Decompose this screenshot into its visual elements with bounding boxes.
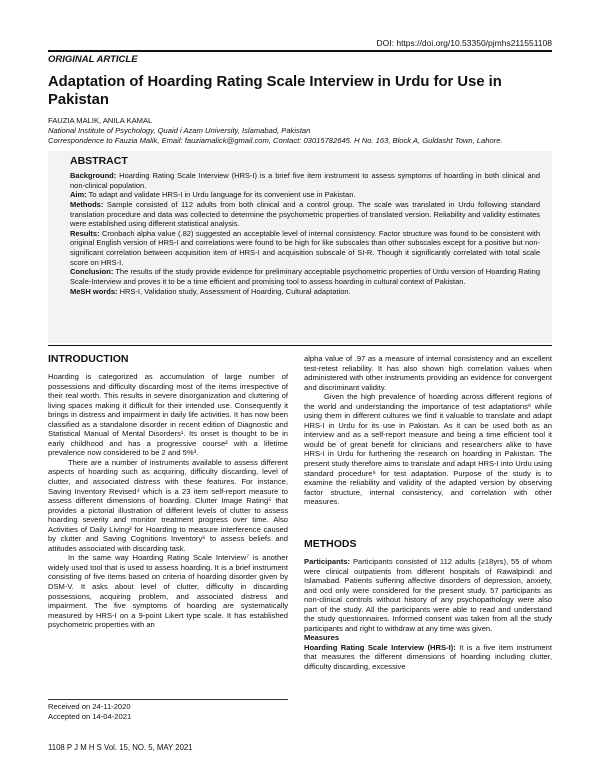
abstract-mesh: MeSH words: HRS-I, Validation study, Assessment of Hoarding, Cultural adaptation. [70,286,351,296]
left-column [48,372,288,630]
right-column-top [304,354,552,507]
intro-paragraph-3: In the same way Hoarding Rating Scale Interview⁷ is another widely used tool that is used to assess hoarding. It is a brief instrument consisting of five items based on criteria of hoarding disorder given by DSM-V. It asks about level of clutter, difficulty in discarding possessions, acquiring problem, and associated distress and impairment. The five symptoms of hoarding are systematically measured by HRS-I on a 9-point Likert type scale. It has established psychometric properties with an [48,553,288,630]
abstract-conclusion: Conclusion: The results of the study provide evidence for preliminary acceptable psychometric properties of Urdu version of Hoarding Rating Scale-Interview and proves it to be a time efficient and promising tool to assess hoarding in cultural context of Pakistan. [70,267,540,286]
authors: FAUZIA MALIK, ANILA KAMAL [48,116,153,125]
article-title: Adaptation of Hoarding Rating Scale Interview in Urdu for Use in Pakistan [48,74,502,108]
correspondence: Correspondence to Fauzia Malik, Email: fauziamalick@gmail.com, Contact: 03015782645. H No. 163, Block A, Guldasht Town, Lahore. [48,136,503,145]
abstract-methods: Methods: Sample consisted of 112 adults from both clinical and a control group. The scale was translated in Urdu following standard translation procedure and data was collected to determine the psychometric properties of translated version. Reliability and validity estimates were established using different statistical analysis. [70,199,540,229]
hrsi-paragraph: Hoarding Rating Scale Interview (HRS-I): It is a five item instrument that measures the different dimensions of hoarding including clutter, difficulty discarding, excessive [304,642,552,672]
abstract-aim: Aim: To adapt and validate HRS-I in Urdu language for its convenient use in Pakistan. [70,190,356,200]
page-footer: 1108 P J M H S Vol. 15, NO. 5, MAY 2021 [48,743,193,752]
accepted-date: Accepted on 14-04-2021 [48,712,132,721]
intro-paragraph-2: There are a number of instruments available to assess different aspects of hoarding such as acquiring, difficulty discarding, level of clutter, and associated distress with these features. For instance, Saving Inventory Revised⁴ which is a 23 item self-report measure to assess different dimensions of hoarding. Clutter Image Rating⁵ that provides a pictorial illustration of different levels of clutter to assess hoarding severity and monitor treatment progress over time. Also Activities of Daily Living² for Hoarding to measure interference caused by clutter and Saving Cognitions Inventory⁶ to assess beliefs and attitudes associated with discarding task. [48,457,288,553]
abstract-rule [48,345,552,346]
intro-paragraph-4: alpha value of .97 as a measure of internal consistency and an excellent test-retest reliability. It has also shown high correlation values when administered with other instruments providing an evidence for convergent and discriminant validity. [304,354,552,392]
submission-dates [48,699,288,722]
introduction-heading: INTRODUCTION [48,353,129,365]
intro-paragraph-1: Hoarding is categorized as accumulation of large number of possessions and difficulty discarding most of the items irrespective of their real worth. This results in severe disorganization and cluttering of living spaces making it difficult for their intended use. Consequently it brings in distress and impairment in daily life activities. It has now been classified as a standalone disorder in recent edition of Diagnostic and Statistical Manual of Mental Disorders¹. Its onset is thought to be in early childhood and has a progressive course² with a lifetime prevalence now considered to be 2 and 5%³. [48,372,288,458]
abstract-body [70,171,540,296]
measures-heading: Measures [304,633,340,643]
intro-paragraph-5: Given the high prevalence of hoarding across different regions of the world and understanding the importance of test adaptations⁸ while using them in different cultures we find it valuable to translate and adapt HRS-I in Urdu for its use in Pakistan. As it can be used both as an interview and as a self-report measure and being a time efficient tool it would be of great benefit for clinicians and researchers alike to have HRS-I in Urdu for furthering the research on hoarding in Pakistan. The present study therefore aims to translate and adapt HRS-I into Urdu using standard procedure⁹ for test adaptation. Purpose of the study is to examine the reliability and validity of the adapted version by observing factor structure, internal consistency, and correlation with other measures. [304,392,552,507]
right-column-methods [304,557,552,672]
affiliation: National Institute of Psychology, Quaid i Azam University, Islamabad, Pakistan [48,126,311,135]
received-date: Received on 24-11-2020 [48,702,131,711]
abstract-background: Background: Hoarding Rating Scale Interview (HRS-I) is a brief five item instrument to assess symptoms of hoarding in both clinical and non-clinical population. [70,171,540,190]
doi-link[interactable]: DOI: https://doi.org/10.53350/pjmhs211551108 [376,38,552,48]
header-rule [48,50,552,52]
abstract-results: Results: Cronbach alpha value (.82) suggested an acceptable level of internal consistency. Factor structure was found to be consistent with original English version of HRS-I and correlations were found to be high for like subscales than other subscales except for a positive but non-significant correlation between acquisition item of HRS-I and acquisition subscale of SI-R. Though it significantly correlated with total scale score on HRS-I. [70,228,540,267]
participants-paragraph: Participants: Participants consisted of 112 adults (≥18yrs), 55 of whom were clinical outpatients from different hospitals of Rawalpindi and Islamabad. Patients suffering affective disorders of depression, anxiety, and ocd only were considered for the present study. 57 participants as non-clinical controls without history of any psychopathology were also part of the study. All the participants were able to read and understand the study questionnaires. Informed consent was taken from all the study participants and right to withdraw at any time was given. [304,557,552,633]
abstract-heading: ABSTRACT [70,155,128,167]
article-type: ORIGINAL ARTICLE [48,54,138,65]
methods-heading: METHODS [304,538,357,550]
